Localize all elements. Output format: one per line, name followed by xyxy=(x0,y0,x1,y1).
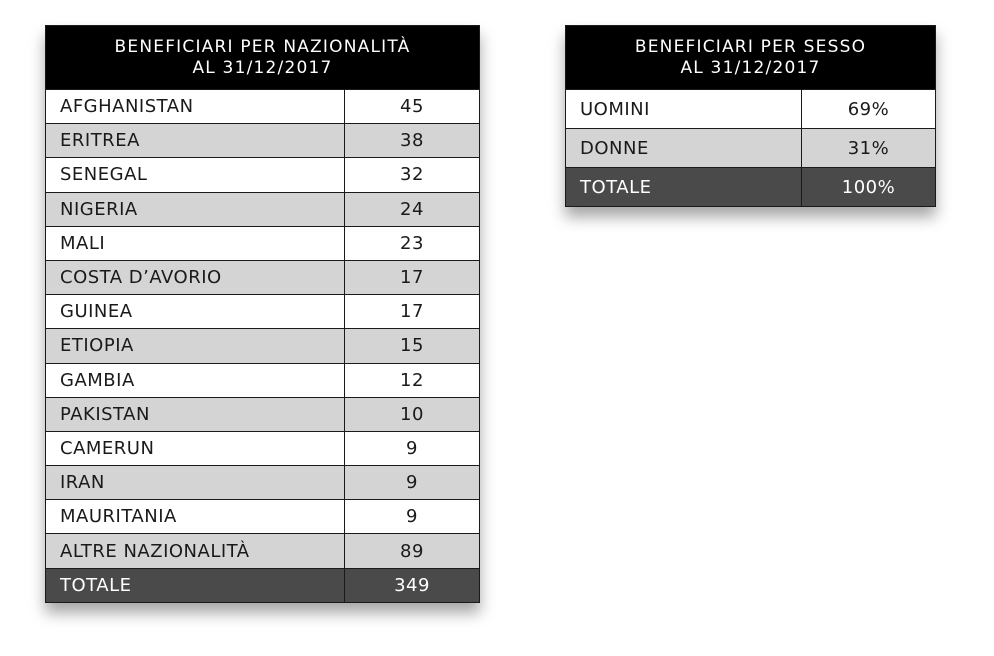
table-row xyxy=(566,129,936,168)
nationality-table xyxy=(45,25,480,603)
table-row xyxy=(46,158,480,192)
row-value: 89 xyxy=(345,534,480,568)
row-value: 45 xyxy=(345,90,480,124)
table-row xyxy=(46,534,480,568)
row-label: SENEGAL xyxy=(46,158,345,192)
total-row xyxy=(566,168,936,207)
row-label: GAMBIA xyxy=(46,363,345,397)
table-row xyxy=(46,363,480,397)
table-row xyxy=(46,295,480,329)
table-row xyxy=(46,192,480,226)
row-label: CAMERUN xyxy=(46,431,345,465)
row-label: ETIOPIA xyxy=(46,329,345,363)
table-row xyxy=(46,124,480,158)
table-row xyxy=(46,431,480,465)
row-label: MAURITANIA xyxy=(46,500,345,534)
row-value: 9 xyxy=(345,431,480,465)
row-value: 32 xyxy=(345,158,480,192)
row-label: ALTRE NAZIONALITÀ xyxy=(46,534,345,568)
table-row xyxy=(46,260,480,294)
row-value: 31% xyxy=(802,129,936,168)
table-row xyxy=(46,329,480,363)
row-value: 17 xyxy=(345,260,480,294)
row-label: AFGHANISTAN xyxy=(46,90,345,124)
row-value: 17 xyxy=(345,295,480,329)
table-row xyxy=(566,90,936,129)
row-label: UOMINI xyxy=(566,90,802,129)
row-label: PAKISTAN xyxy=(46,397,345,431)
total-value: 349 xyxy=(345,568,480,602)
row-value: 10 xyxy=(345,397,480,431)
sex-title-line1: BENEFICIARI PER SESSO xyxy=(634,37,867,57)
row-label: MALI xyxy=(46,226,345,260)
row-value: 15 xyxy=(345,329,480,363)
row-value: 38 xyxy=(345,124,480,158)
sex-table-title xyxy=(566,26,936,90)
table-row xyxy=(46,226,480,260)
nationality-table-header xyxy=(46,26,480,90)
row-label: DONNE xyxy=(566,129,802,168)
total-value: 100% xyxy=(802,168,936,207)
sex-table xyxy=(565,25,936,207)
sex-table-header xyxy=(566,26,936,90)
row-label: NIGERIA xyxy=(46,192,345,226)
table-row xyxy=(46,397,480,431)
row-label: COSTA D’AVORIO xyxy=(46,260,345,294)
total-label: TOTALE xyxy=(46,568,345,602)
total-row xyxy=(46,568,480,602)
row-value: 12 xyxy=(345,363,480,397)
table-row xyxy=(46,90,480,124)
sex-title-line2: AL 31/12/2017 xyxy=(680,58,821,78)
row-label: ERITREA xyxy=(46,124,345,158)
row-value: 69% xyxy=(802,90,936,129)
row-value: 9 xyxy=(345,500,480,534)
row-value: 9 xyxy=(345,466,480,500)
nationality-table-title xyxy=(46,26,480,90)
row-label: GUINEA xyxy=(46,295,345,329)
nationality-title-line2: AL 31/12/2017 xyxy=(192,58,333,78)
total-label: TOTALE xyxy=(566,168,802,207)
table-row xyxy=(46,500,480,534)
row-value: 23 xyxy=(345,226,480,260)
row-label: IRAN xyxy=(46,466,345,500)
table-row xyxy=(46,466,480,500)
row-value: 24 xyxy=(345,192,480,226)
nationality-title-line1: BENEFICIARI PER NAZIONALITÀ xyxy=(114,37,411,57)
